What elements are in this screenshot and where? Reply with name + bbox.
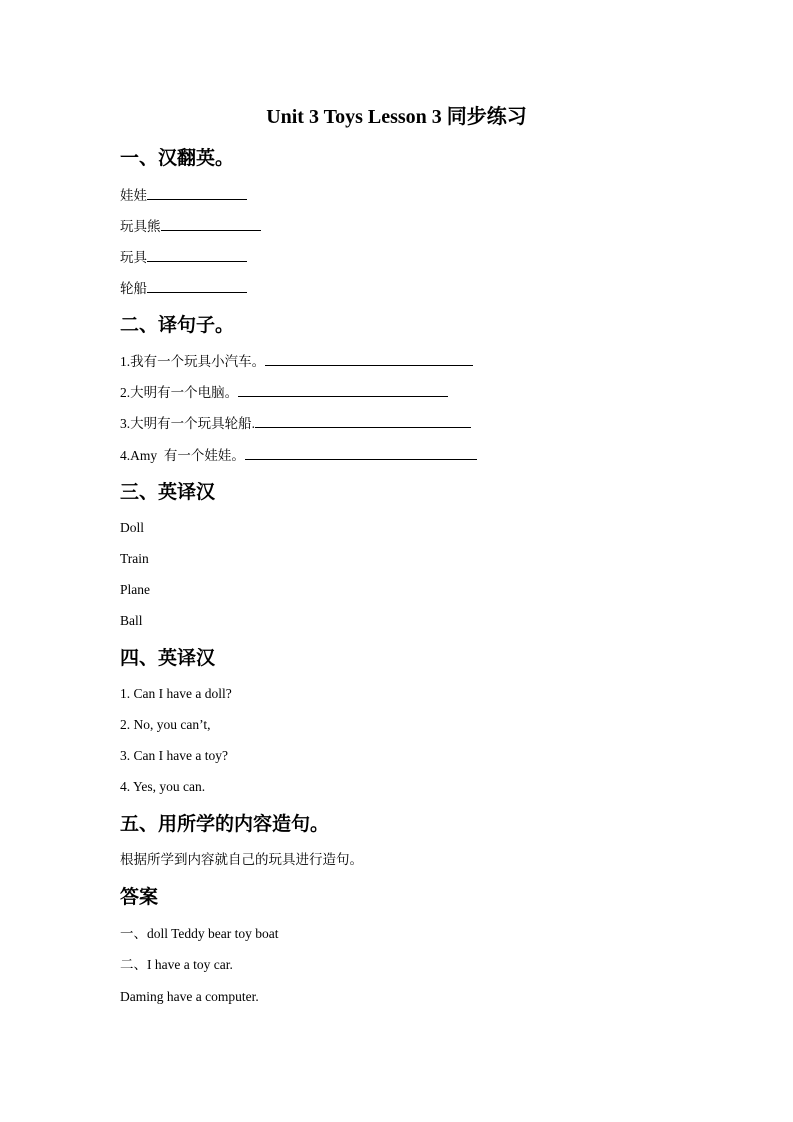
answer-line: 二、I have a toy car. [120, 957, 233, 972]
section-2-item [120, 446, 477, 465]
section-2-item [120, 352, 473, 371]
section-2-item [120, 414, 471, 433]
item-text: 3.大明有一个玩具轮船. [120, 416, 255, 431]
item-text: 2.大明有一个电脑。 [120, 385, 239, 400]
item-text: 轮船 [120, 281, 147, 296]
section-3-item: Train [120, 551, 149, 566]
answer-line: Daming have a computer. [120, 989, 259, 1004]
section-1-heading: 一、汉翻英。 [120, 148, 235, 169]
section-3-item: Ball [120, 613, 143, 628]
section-3-item: Plane [120, 582, 150, 597]
answer-blank [245, 446, 477, 460]
section-3-item: Doll [120, 520, 145, 535]
answer-blank [255, 414, 471, 428]
page-title: Unit 3 Toys Lesson 3 同步练习 [266, 106, 527, 128]
section-4-item: 4. Yes, you can. [120, 779, 206, 794]
section-4-item: 2. No, you can’t, [120, 717, 211, 732]
item-text: 玩具 [120, 250, 147, 265]
answers-heading: 答案 [120, 887, 159, 908]
answer-blank [161, 217, 261, 231]
item-text: 娃娃 [120, 188, 147, 203]
section-5-heading: 五、用所学的内容造句。 [120, 814, 330, 835]
section-2-heading: 二、译句子。 [120, 315, 235, 336]
answer-blank [147, 248, 247, 262]
section-4-item: 3. Can I have a toy? [120, 748, 228, 763]
section-3-heading: 三、英译汉 [120, 482, 216, 503]
answer-blank [265, 352, 473, 366]
section-2-item [120, 383, 448, 402]
item-text: 1.我有一个玩具小汽车。 [120, 354, 266, 369]
answer-blank [147, 186, 247, 200]
section-1-item [120, 279, 247, 298]
section-1-item [120, 217, 261, 236]
section-4-heading: 四、英译汉 [120, 648, 216, 669]
item-text: 玩具熊 [120, 219, 161, 234]
answer-blank [238, 383, 448, 397]
section-1-item [120, 186, 247, 205]
section-5-instruction: 根据所学到内容就自己的玩具进行造句。 [120, 852, 363, 867]
answer-blank [147, 279, 247, 293]
answer-line: 一、doll Teddy bear toy boat [120, 926, 279, 941]
section-4-item: 1. Can I have a doll? [120, 686, 232, 701]
section-1-item [120, 248, 247, 267]
item-text: 4.Amy 有一个娃娃。 [120, 448, 245, 463]
